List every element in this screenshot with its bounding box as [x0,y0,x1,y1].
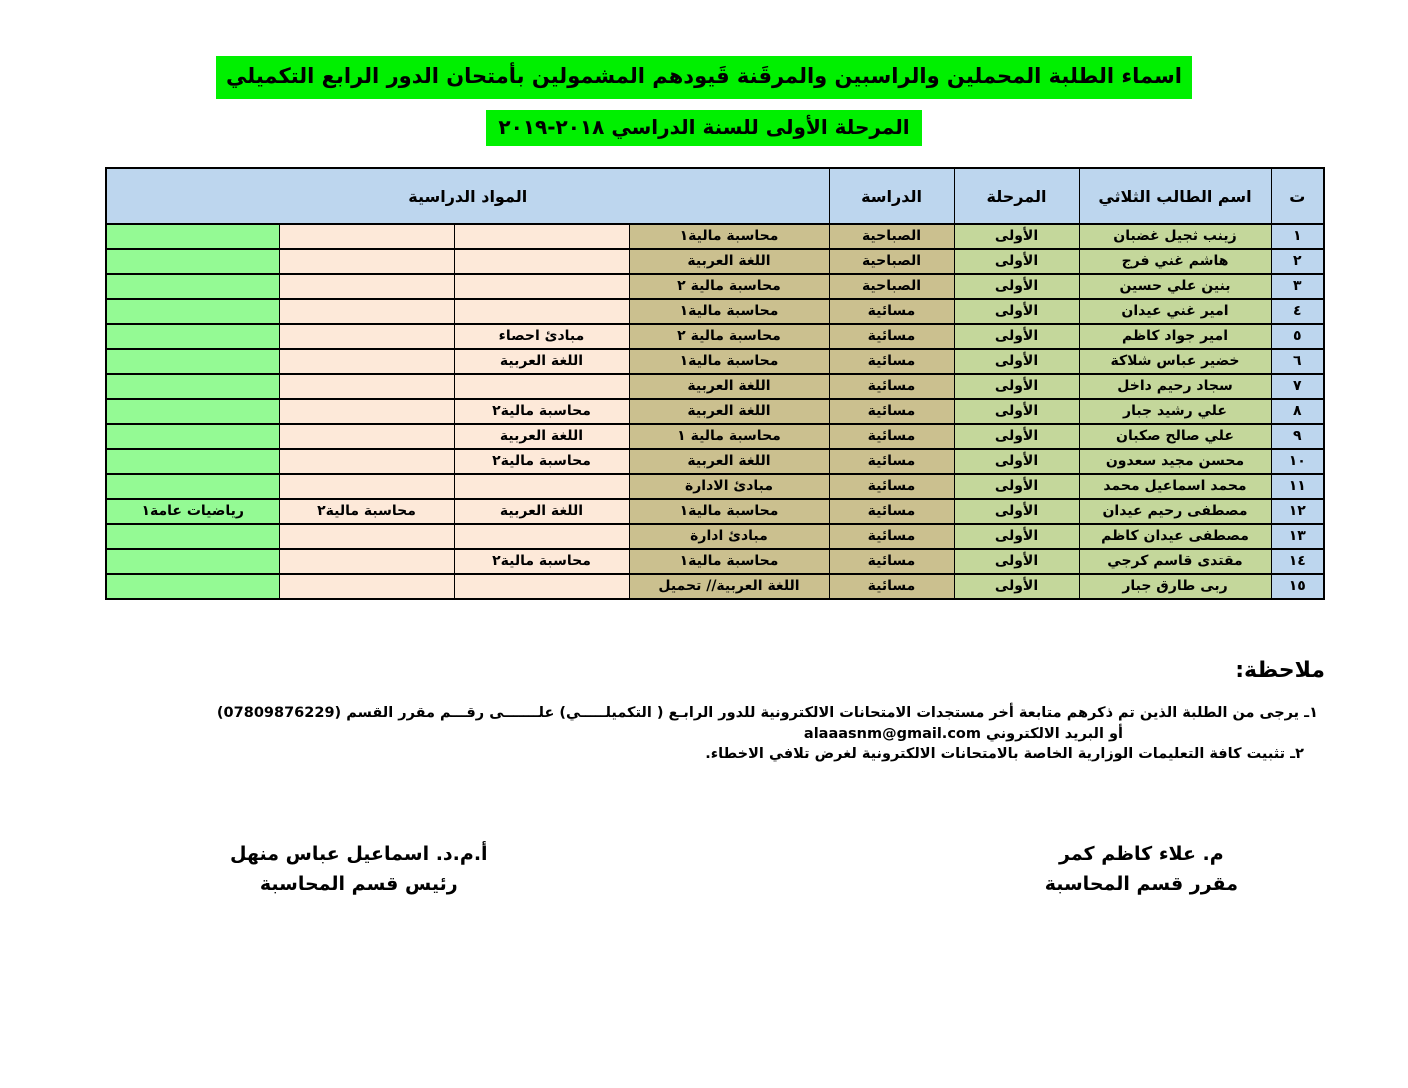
cell-s4 [106,524,279,549]
cell-name: علي رشيد جبار [1079,399,1271,424]
cell-s2: محاسبة مالية٢ [454,549,629,574]
cell-s1: مبادئ ادارة [629,524,829,549]
cell-stage: الأولى [954,499,1079,524]
table-row [106,274,1324,299]
cell-no: ١٤ [1271,549,1324,574]
cell-s2 [454,524,629,549]
cell-s1: محاسبة مالية ١ [629,424,829,449]
cell-s3 [279,349,454,374]
cell-study: مسائية [829,374,954,399]
cell-no: ٤ [1271,299,1324,324]
cell-study: مسائية [829,499,954,524]
signature-left [230,840,488,899]
cell-s2 [454,474,629,499]
cell-s2 [454,299,629,324]
cell-s1: محاسبة مالية ٢ [629,274,829,299]
cell-stage: الأولى [954,349,1079,374]
cell-s1: محاسبة مالية١ [629,499,829,524]
cell-s4: رياضيات عامة١ [106,499,279,524]
cell-s3 [279,249,454,274]
notes-heading: ملاحظة: [1235,658,1325,684]
cell-study: مسائية [829,299,954,324]
cell-s3 [279,399,454,424]
cell-s4 [106,374,279,399]
cell-name: محسن مجيد سعدون [1079,449,1271,474]
cell-name: خضير عباس شلاكة [1079,349,1271,374]
cell-s3 [279,474,454,499]
signature-left-title: رئيس قسم المحاسبة [259,872,458,895]
cell-s3 [279,224,454,249]
cell-s3 [279,274,454,299]
cell-study: مسائية [829,349,954,374]
notes-block [80,703,1318,764]
cell-s4 [106,224,279,249]
cell-stage: الأولى [954,324,1079,349]
cell-s4 [106,274,279,299]
signature-block [230,840,1238,899]
cell-s4 [106,574,279,599]
cell-s2: اللغة العربية [454,349,629,374]
header-subjects: المواد الدراسية [106,168,829,224]
cell-s4 [106,249,279,274]
cell-stage: الأولى [954,549,1079,574]
cell-s2 [454,574,629,599]
cell-s4 [106,399,279,424]
cell-name: علي صالح صكبان [1079,424,1271,449]
cell-s3 [279,324,454,349]
cell-stage: الأولى [954,299,1079,324]
cell-stage: الأولى [954,374,1079,399]
cell-s3 [279,374,454,399]
email-address: alaaasnm@gmail.com [803,725,981,742]
cell-name: مصطفى رحيم عيدان [1079,499,1271,524]
table-row [106,324,1324,349]
cell-study: مسائية [829,399,954,424]
header-no: ت [1271,168,1324,224]
cell-s1: مبادئ الادارة [629,474,829,499]
header-name: اسم الطالب الثلاثي [1079,168,1271,224]
note-item-2: ٢ـ تثبيت كافة التعليمات الوزارية الخاصة بالامتحانات الالكترونية لغرض تلافي الاخطاء. [705,745,1304,762]
cell-name: محمد اسماعيل محمد [1079,474,1271,499]
cell-name: مقتدى قاسم كرجي [1079,549,1271,574]
cell-s2: مبادئ احصاء [454,324,629,349]
cell-s1: محاسبة مالية١ [629,349,829,374]
cell-s1: اللغة العربية// تحميل [629,574,829,599]
title-block [0,56,1408,146]
cell-no: ١٢ [1271,499,1324,524]
header-row [106,168,1324,224]
cell-no: ١ [1271,224,1324,249]
cell-stage: الأولى [954,399,1079,424]
table-row [106,224,1324,249]
cell-study: مسائية [829,449,954,474]
cell-study: مسائية [829,524,954,549]
table-row [106,499,1324,524]
cell-no: ١٠ [1271,449,1324,474]
cell-name: زينب ثجيل غضبان [1079,224,1271,249]
cell-study: مسائية [829,574,954,599]
cell-study: الصباحية [829,249,954,274]
cell-name: امير غني عيدان [1079,299,1271,324]
table-row [106,399,1324,424]
cell-name: امير جواد كاظم [1079,324,1271,349]
cell-study: الصباحية [829,274,954,299]
cell-no: ٧ [1271,374,1324,399]
signature-left-name: أ.م.د. اسماعيل عباس منهل [230,843,488,866]
cell-study: مسائية [829,474,954,499]
header-study: الدراسة [829,168,954,224]
cell-s2 [454,224,629,249]
cell-s3 [279,524,454,549]
note-item-1-email-line [80,724,1318,744]
cell-stage: الأولى [954,574,1079,599]
cell-stage: الأولى [954,524,1079,549]
cell-stage: الأولى [954,274,1079,299]
cell-stage: الأولى [954,424,1079,449]
cell-name: بنين علي حسين [1079,274,1271,299]
students-table-header [106,168,1324,224]
cell-s1: اللغة العربية [629,399,829,424]
document-title-line2: المرحلة الأولى للسنة الدراسي ٢٠١٨-٢٠١٩ [486,110,921,146]
cell-stage: الأولى [954,249,1079,274]
cell-no: ٥ [1271,324,1324,349]
cell-s3 [279,549,454,574]
cell-s1: محاسبة مالية ٢ [629,324,829,349]
cell-s4 [106,324,279,349]
cell-s2 [454,274,629,299]
cell-no: ٨ [1271,399,1324,424]
cell-s2 [454,249,629,274]
cell-no: ٣ [1271,274,1324,299]
cell-name: هاشم غني فرج [1079,249,1271,274]
cell-no: ٦ [1271,349,1324,374]
cell-no: ١١ [1271,474,1324,499]
table-row [106,424,1324,449]
cell-no: ٢ [1271,249,1324,274]
cell-study: مسائية [829,324,954,349]
table-row [106,474,1324,499]
cell-s1: اللغة العربية [629,449,829,474]
cell-name: ربى طارق جبار [1079,574,1271,599]
cell-name: سجاد رحيم داخل [1079,374,1271,399]
cell-no: ١٥ [1271,574,1324,599]
document-title-line1: اسماء الطلبة المحملين والراسبين والمرقَنة قَيودهم المشمولين بأمتحان الدور الرابع التكميلي [216,56,1192,99]
cell-s3 [279,299,454,324]
cell-study: مسائية [829,424,954,449]
signature-right [1045,840,1238,899]
cell-stage: الأولى [954,224,1079,249]
table-row [106,374,1324,399]
cell-s1: اللغة العربية [629,374,829,399]
table-row [106,449,1324,474]
cell-no: ٩ [1271,424,1324,449]
cell-s3 [279,449,454,474]
cell-s3 [279,424,454,449]
cell-s1: محاسبة مالية١ [629,549,829,574]
cell-no: ١٣ [1271,524,1324,549]
table-row [106,524,1324,549]
cell-s2: اللغة العربية [454,499,629,524]
table-row [106,549,1324,574]
email-prefix: أو البريد الالكتروني [980,725,1123,742]
cell-s2 [454,374,629,399]
cell-s1: محاسبة مالية١ [629,299,829,324]
cell-s4 [106,424,279,449]
cell-s3 [279,574,454,599]
cell-s4 [106,299,279,324]
cell-study: مسائية [829,549,954,574]
signature-right-name: م. علاء كاظم كمر [1059,843,1224,866]
cell-stage: الأولى [954,474,1079,499]
cell-name: مصطفى عيدان كاظم [1079,524,1271,549]
header-stage: المرحلة [954,168,1079,224]
cell-s1: اللغة العربية [629,249,829,274]
table-row [106,349,1324,374]
cell-s1: محاسبة مالية١ [629,224,829,249]
students-table [105,167,1325,600]
cell-s3: محاسبة مالية٢ [279,499,454,524]
cell-s2: محاسبة مالية٢ [454,399,629,424]
table-row [106,299,1324,324]
cell-s4 [106,549,279,574]
students-table-body [106,224,1324,599]
table-row [106,574,1324,599]
signature-right-title: مقرر قسم المحاسبة [1044,872,1238,895]
cell-study: الصباحية [829,224,954,249]
cell-s2: محاسبة مالية٢ [454,449,629,474]
cell-s2: اللغة العربية [454,424,629,449]
cell-s4 [106,449,279,474]
cell-s4 [106,474,279,499]
cell-s4 [106,349,279,374]
table-row [106,249,1324,274]
cell-stage: الأولى [954,449,1079,474]
note-item-1: ١ـ يرجى من الطلبة الذين تم ذكرهم متابعة أخر مستجدات الامتحانات الالكترونية للدور الرابـع ( التكميلـــــي) علـــــــى رقـــم مقرر القسم (07809876229) [216,705,1318,722]
